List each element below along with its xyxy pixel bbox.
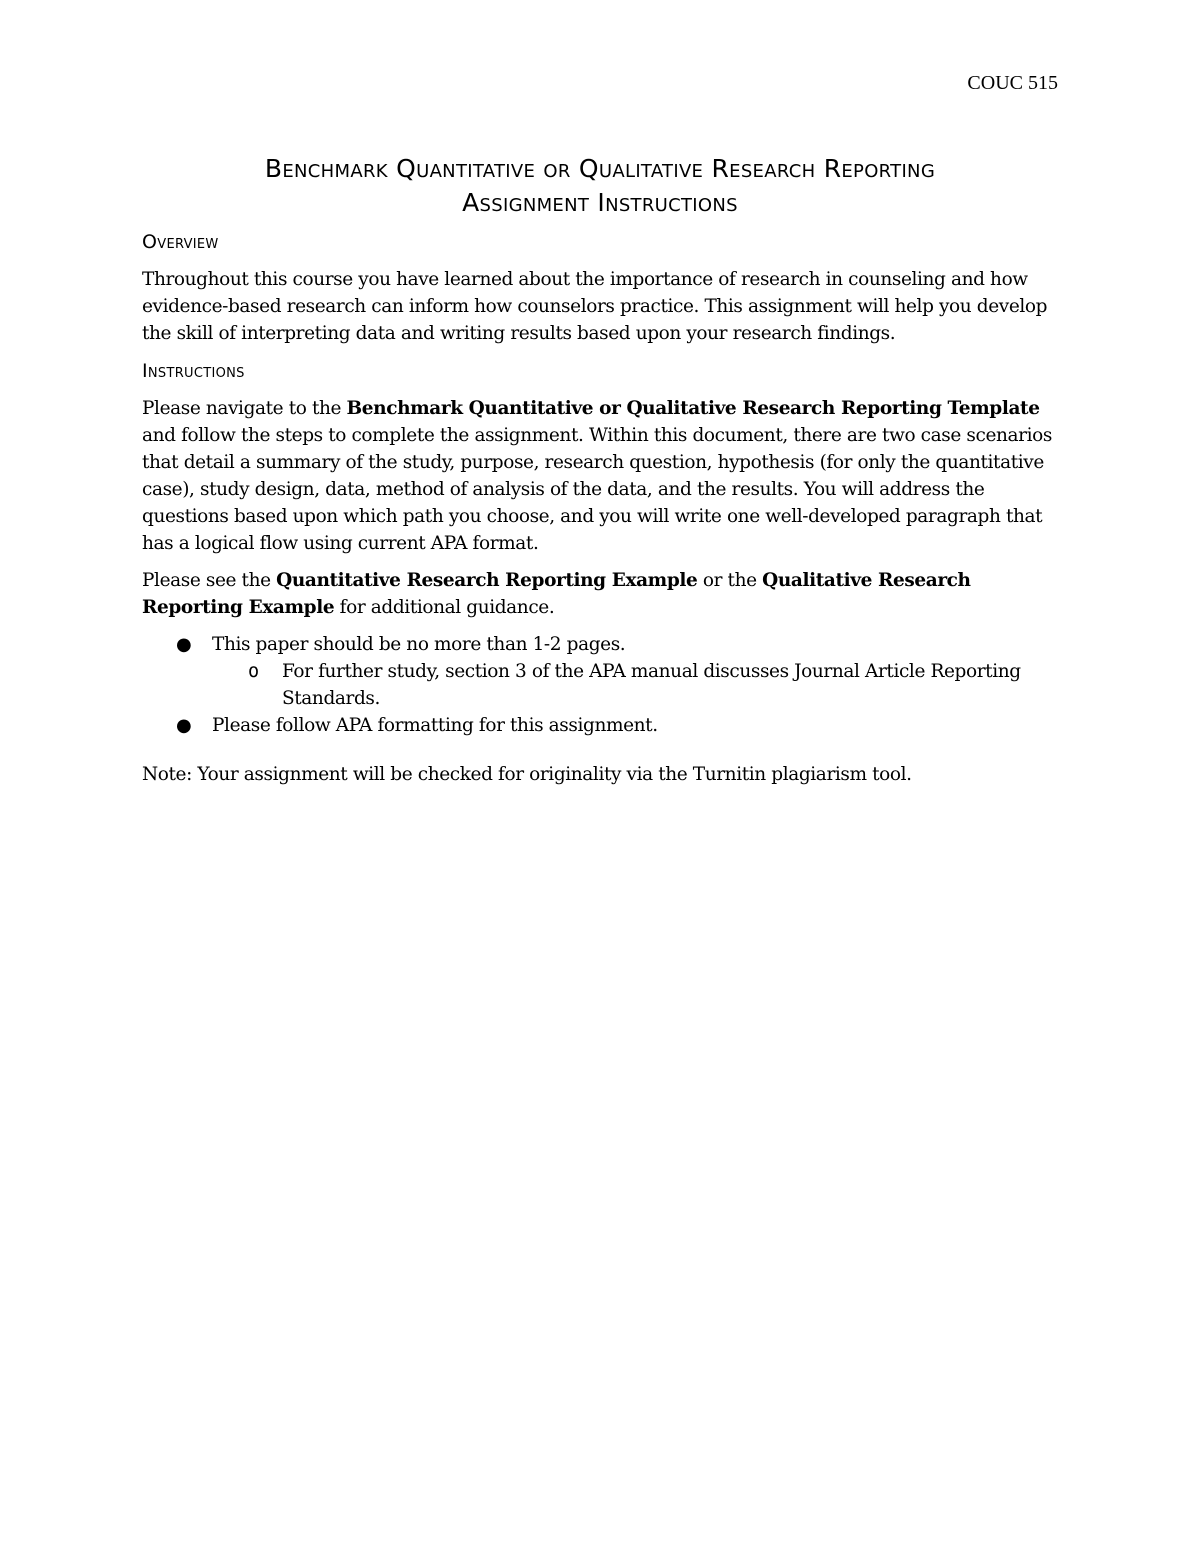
requirements-list	[142, 631, 1066, 739]
sub-list-item-text: For further study, section 3 of the APA manual discusses Journal Article Reporting Standards.	[282, 661, 1021, 709]
qualitative-example-reference: Qualitative Research Reporting Example	[142, 570, 971, 618]
title-line-2: Assignment Instructions	[462, 188, 738, 217]
instructions-paragraph-1	[142, 395, 1066, 557]
list-item	[142, 631, 1066, 712]
sub-list-item	[212, 658, 1066, 712]
sub-list	[212, 658, 1066, 712]
document-body	[142, 228, 1066, 798]
p2-start: Please see the	[142, 570, 277, 591]
bullet-icon: ●	[176, 715, 192, 736]
p1-end: and follow the steps to complete the assignment. Within this document, there are two case scenarios that detail a summary of the study, purpose, research question, hypothesis (for only the quantitative case), study design, data, method of analysis of the data, and the results. You will address the questions based upon which path you choose, and you will write one well-developed paragraph that has a logical flow using current APA format.	[142, 425, 1052, 554]
overview-paragraph: Throughout this course you have learned about the importance of research in counseling and how evidence-based research can inform how counselors practice. This assignment will help you develop the skill of interpreting data and writing results based upon your research findings.	[142, 269, 1048, 344]
list-item-text: This paper should be no more than 1-2 pages.	[212, 634, 626, 655]
p2-end: for additional guidance.	[334, 597, 555, 618]
overview-heading: Overview	[142, 231, 219, 253]
list-item-text: Please follow APA formatting for this assignment.	[212, 715, 658, 736]
instructions-heading: Instructions	[142, 360, 245, 382]
quantitative-example-reference: Quantitative Research Reporting Example	[276, 570, 698, 591]
title-line-1: Benchmark Quantitative or Qualitative Research Reporting	[264, 154, 936, 183]
document-title	[100, 152, 1100, 220]
template-reference: Benchmark Quantitative or Qualitative Research Reporting Template	[346, 398, 1040, 419]
sub-bullet-icon: o	[248, 661, 259, 682]
p1-start: Please navigate to the	[142, 398, 347, 419]
instructions-paragraph-2	[142, 567, 1066, 621]
originality-note: Note: Your assignment will be checked for originality via the Turnitin plagiarism tool.	[142, 764, 912, 785]
p2-mid: or the	[697, 570, 763, 591]
course-code: COUC 515	[967, 72, 1058, 94]
list-item	[142, 712, 1066, 739]
bullet-icon: ●	[176, 634, 192, 655]
